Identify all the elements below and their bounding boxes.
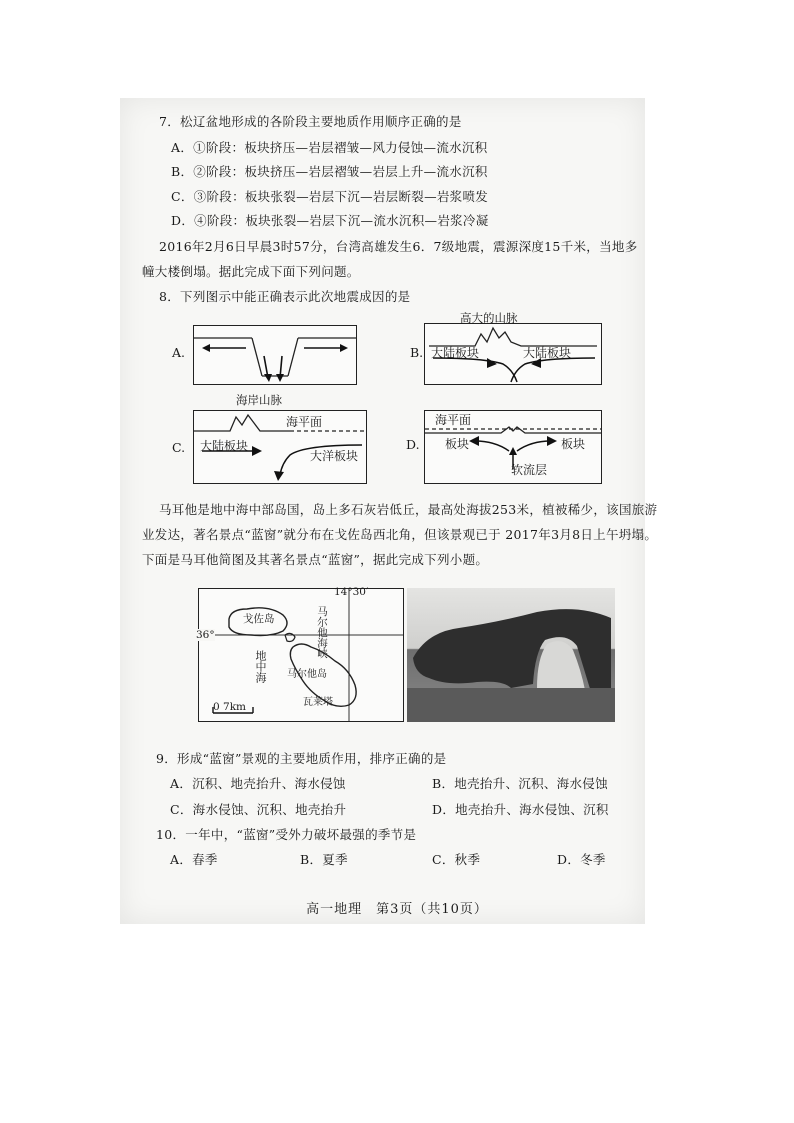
q10-option-c: C．秋季 — [432, 852, 481, 867]
malta-map — [198, 588, 404, 722]
q8-label-b: B. — [410, 345, 424, 360]
passage2-line3: 下面是马耳他简图及其著名景点“蓝窗”，据此完成下列小题。 — [142, 552, 489, 567]
d-layer-label: 软流层 — [511, 463, 548, 477]
q9-option-a: A．沉积、地壳抬升、海水侵蚀 — [170, 776, 346, 791]
c-mountain-label: 海岸山脉 — [236, 393, 282, 407]
q7-option-d: D．④阶段：板块张裂—岩层下沉—流水沉积—岩浆冷凝 — [171, 213, 489, 228]
c-sea-label: 海平面 — [286, 415, 323, 429]
map-malta-label: 马尔他岛 — [287, 669, 327, 680]
passage2-line1: 马耳他是地中海中部岛国，岛上多石灰岩低丘，最高处海拔253米，植被稀少，该国旅游 — [159, 502, 658, 517]
c-plate-left: 大陆板块 — [200, 439, 249, 453]
passage1-line1: 2016年2月6日早晨3时57分，台湾高雄发生6．7级地震，震源深度15千米，当地多 — [159, 239, 638, 254]
map-gozo-label: 戈佐岛 — [243, 613, 275, 625]
q8-label-a: A. — [172, 345, 186, 360]
b-plate-right: 大陆板块 — [523, 346, 572, 360]
page-footer: 高一地理 第3页（共10页） — [306, 902, 488, 917]
q9-stem: 9．形成“蓝窗”景观的主要地质作用，排序正确的是 — [156, 751, 447, 766]
q10-option-b: B．夏季 — [300, 852, 348, 867]
b-plate-left: 大陆板块 — [431, 346, 480, 360]
q9-option-d: D．地壳抬升、海水侵蚀、沉积 — [432, 802, 609, 817]
map-longitude-label: 14°30′ — [334, 586, 369, 598]
c-plate-right: 大洋板块 — [310, 449, 359, 463]
q7-stem: 7．松辽盆地形成的各阶段主要地质作用顺序正确的是 — [159, 114, 462, 129]
q10-stem: 10．一年中，“蓝窗”受外力破坏最强的季节是 — [156, 827, 417, 842]
map-strait-label: 马尔他海峡 — [316, 606, 328, 659]
q8-stem: 8．下列图示中能正确表示此次地震成因的是 — [159, 289, 411, 304]
q10-option-a: A．春季 — [170, 852, 218, 867]
map-scale-label: 0 7km — [213, 701, 247, 713]
q8-figure-d — [424, 410, 602, 484]
q7-option-c: C．③阶段：板块张裂—岩层下沉—岩层断裂—岩浆喷发 — [171, 189, 489, 204]
q9-option-c: C．海水侵蚀、沉积、地壳抬升 — [170, 802, 347, 817]
q8-figure-c — [193, 410, 367, 484]
d-plate-right: 板块 — [561, 437, 586, 451]
passage2-line2: 业发达，著名景点“蓝窗”就分布在戈佐岛西北角，但该景观已于 2017年3月8日上午坍塌。 — [142, 527, 658, 542]
map-valletta-label: 瓦莱塔 — [303, 697, 333, 708]
q8-figure-a — [193, 325, 357, 385]
d-sea-label: 海平面 — [435, 413, 472, 427]
passage1-line2: 幢大楼倒塌。据此完成下面下列问题。 — [142, 264, 360, 279]
rift-diagram — [194, 326, 356, 384]
rock-arch-image — [407, 588, 615, 722]
q8-label-d: D. — [406, 437, 420, 452]
q7-option-a: A．①阶段：板块挤压—岩层褶皱—风力侵蚀—流水沉积 — [171, 140, 488, 155]
q8-figure-b — [424, 323, 602, 385]
q7-option-b: B．②阶段：板块挤压—岩层褶皱—岩层上升—流水沉积 — [171, 164, 488, 179]
b-mountain-label: 高大的山脉 — [460, 311, 518, 325]
q10-option-d: D．冬季 — [557, 852, 606, 867]
d-plate-left: 板块 — [445, 437, 470, 451]
map-sea-label: 地中海 — [254, 650, 267, 683]
blue-window-photo — [407, 588, 615, 722]
q8-label-c: C. — [172, 440, 186, 455]
q9-option-b: B．地壳抬升、沉积、海水侵蚀 — [432, 776, 608, 791]
map-latitude-label: 36° — [196, 629, 215, 641]
